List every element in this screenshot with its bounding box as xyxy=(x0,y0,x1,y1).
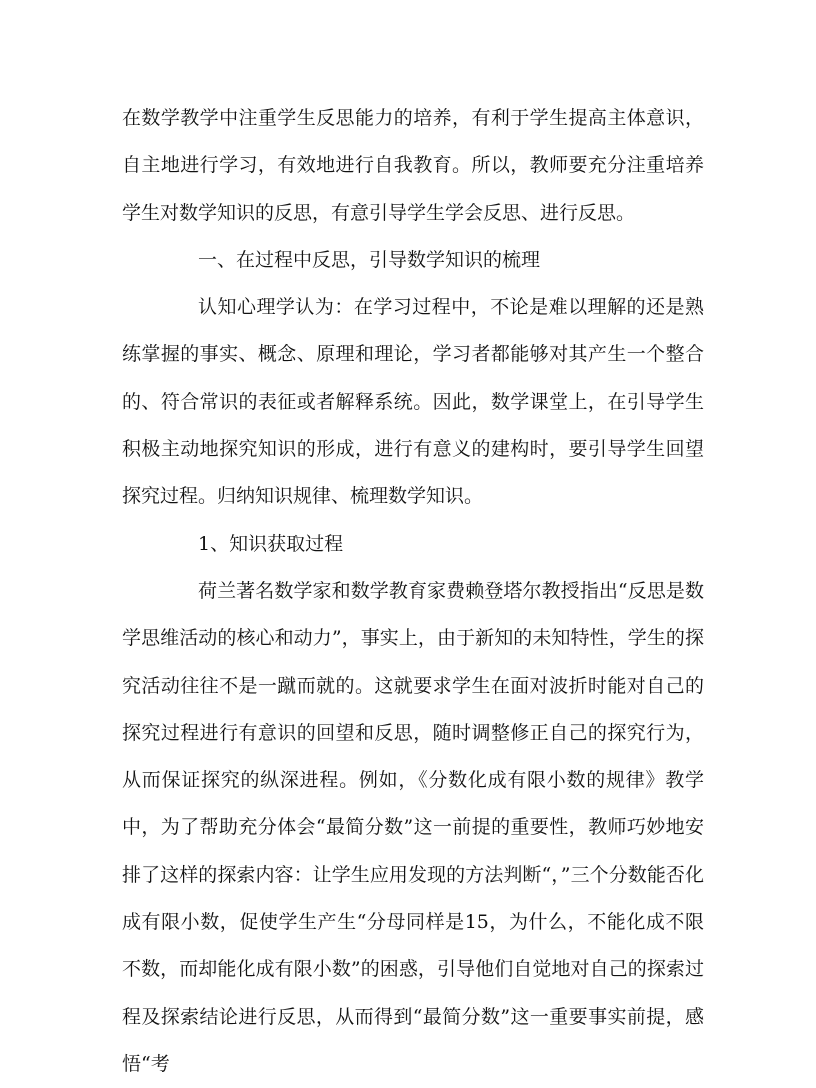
document-body xyxy=(122,95,704,1088)
section-heading-1: 一、在过程中反思，引导数学知识的梳理 xyxy=(198,248,541,271)
subsection-heading-1: 1、知识获取过程 xyxy=(198,532,344,555)
paragraph-cognitive-psychology: 认知心理学认为：在学习过程中，不论是难以理解的还是熟练掌握的事实、概念、原理和理论，学习者都能够对其产生一个整合的、符合常识的表征或者解释系统。因此，数学课堂上，在引导学生积极主动地探究知识的形成，进行有意义的建构时，要引导学生回望探究过程。归纳知识规律、梳理数学知识。 xyxy=(122,296,704,508)
paragraph-intro: 在数学教学中注重学生反思能力的培养，有利于学生提高主体意识，自主地进行学习，有效地进行自我教育。所以，教师要充分注重培养学生对数学知识的反思，有意引导学生学会反思、进行反思。 xyxy=(122,107,704,224)
paragraph-freudenthal: 荷兰著名数学家和数学教育家费赖登塔尔教授指出“反思是数学思维活动的核心和动力”，事实上，由于新知的未知特性，学生的探究活动往往不是一蹴而就的。这就要求学生在面对波折时能对自己的探究过程进行有意识的回望和反思，随时调整修正自己的探究行为，从而保证探究的纵深进程。例如，《分数化成有限小数的规律》教学中，为了帮助充分体会“最简分数”这一前提的重要性，教师巧妙地安排了这样的探索内容：让学生应用发现的方法判断“，”三个分数能否化成有限小数，促使学生产生“分母同样是15，为什么，不能化成不限不数，而却能化成有限小数”的困惑，引导他们自觉地对自己的探索过程及探索结论进行反思，从而得到“最简分数”这一重要事实前提，感悟“考 xyxy=(122,579,704,1075)
